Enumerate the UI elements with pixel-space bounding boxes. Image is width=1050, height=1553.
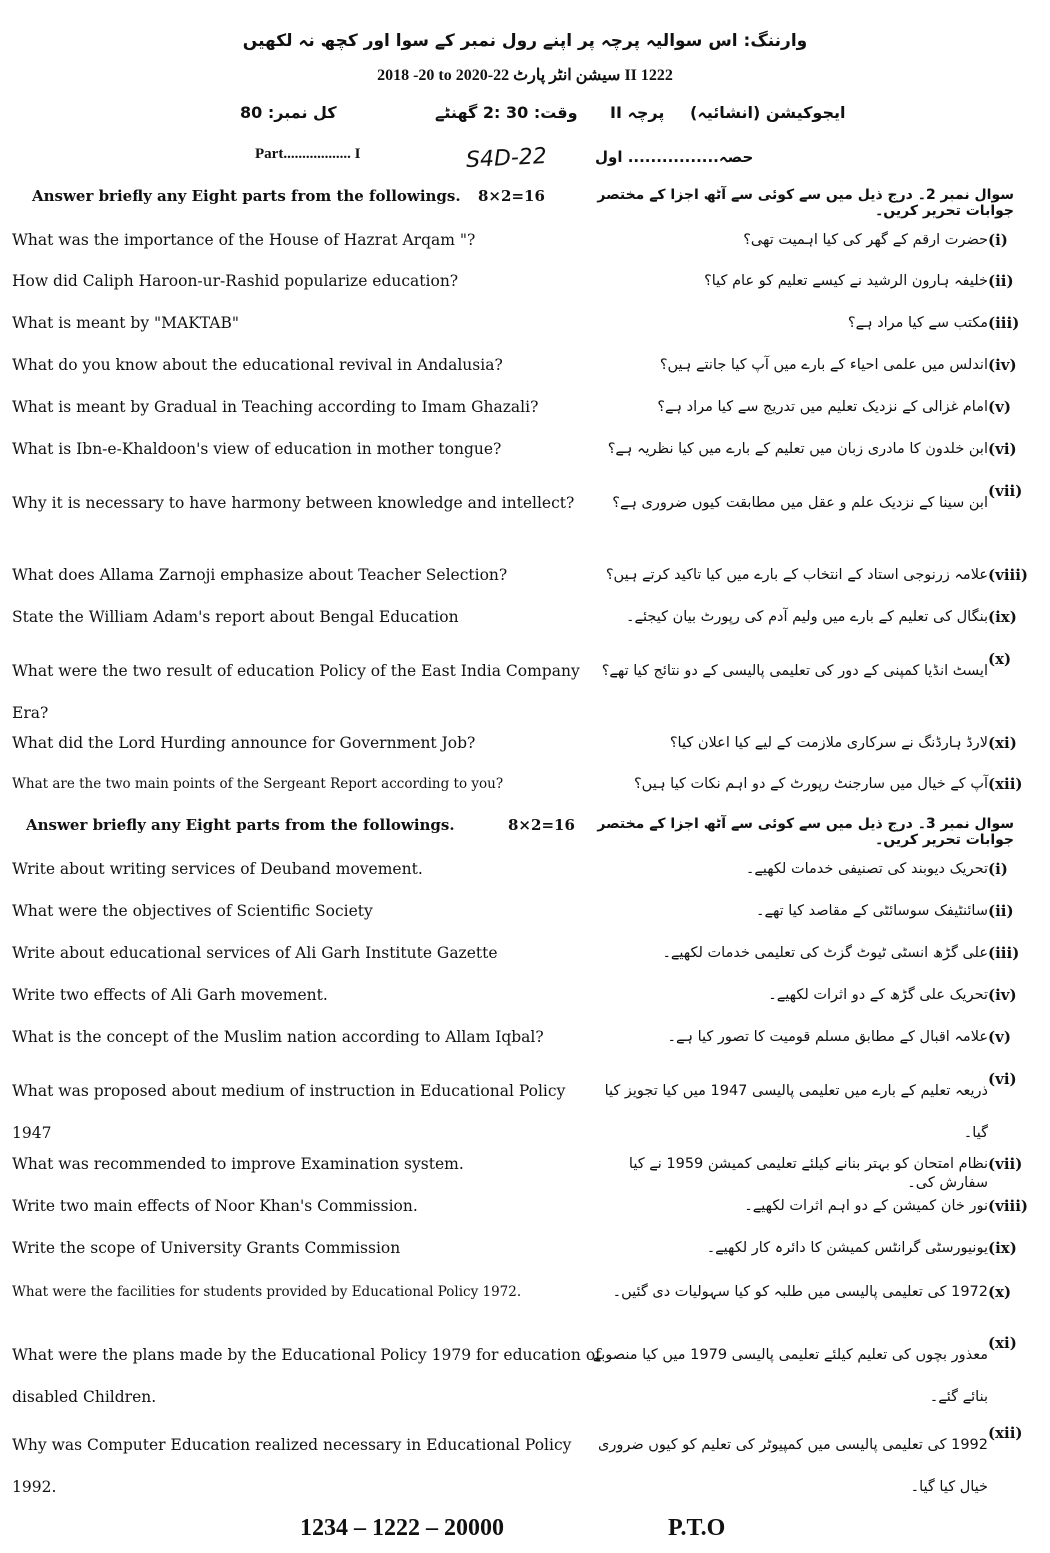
- question-text-urdu: خلیفہ ہارون الرشید نے کیسے تعلیم کو عام کیا؟: [704, 273, 988, 289]
- question-number: (x): [988, 650, 1012, 668]
- question-text-english: What were the objectives of Scientific Society: [12, 902, 373, 920]
- paper-number: پرچہ II: [610, 103, 665, 122]
- question-text-urdu: بنگال کی تعلیم کے بارے میں ولیم آدم کی رپورٹ بیان کیجئے۔: [625, 609, 988, 625]
- question-number: (xii): [988, 775, 1023, 793]
- question-text-english: What were the plans made by the Educational Policy 1979 for education of disabled Children.: [12, 1346, 601, 1406]
- question-text-english: Write about educational services of Ali Garh Institute Gazette: [12, 944, 498, 962]
- question-text-urdu: یونیورسٹی گرانٹس کمیشن کا دائرہ کار لکھیے۔: [706, 1240, 988, 1256]
- section-1-instruction: Answer briefly any Eight parts from the followings.: [32, 187, 461, 205]
- section-label: حصہ................ اول: [595, 148, 754, 166]
- question-number: (x): [988, 1283, 1012, 1301]
- question-text-english: What did the Lord Hurding announce for Government Job?: [12, 734, 476, 752]
- question-text-english: Why it is necessary to have harmony between knowledge and intellect?: [12, 494, 575, 512]
- question-text-urdu: امام غزالی کے نزدیک تعلیم میں تدریج سے کیا مراد ہے؟: [657, 399, 988, 415]
- question-text-english: Write the scope of University Grants Commission: [12, 1239, 401, 1257]
- total-marks: کل نمبر: 80: [240, 103, 337, 122]
- question-text-english: Write two main effects of Noor Khan's Commission.: [12, 1197, 418, 1215]
- question-text-urdu: آپ کے خیال میں سارجنٹ رپورٹ کے دو اہم نکات کیا ہیں؟: [633, 776, 988, 792]
- question-number: (vi): [988, 1070, 1017, 1088]
- question-text-urdu: نظام امتحان کو بہتر بنانے کیلئے تعلیمی کمیشن 1959 نے کیا سفارش کی۔: [628, 1156, 988, 1191]
- question-text-english: Why was Computer Education realized necessary in Educational Policy 1992.: [12, 1436, 572, 1496]
- question-text-english: What is the concept of the Muslim nation according to Allam Iqbal?: [12, 1028, 544, 1046]
- question-number: (xi): [988, 734, 1017, 752]
- handwritten-note: S4D-22: [465, 143, 548, 174]
- code-line: 2018 -20 to 2020-22 سیشن انٹر پارٹ II 1222: [377, 67, 673, 84]
- part-label: Part.................. I: [255, 146, 361, 162]
- question-number: (i): [988, 231, 1008, 249]
- question-text-urdu: ابن سینا کے نزدیک علم و عقل میں مطابقت کیوں ضروری ہے؟: [612, 495, 988, 511]
- section-2-marks: 8×2=16: [508, 816, 575, 834]
- page-turn-over: P.T.O: [668, 1515, 726, 1541]
- question-text-english: What were the two result of education Policy of the East India Company Era?: [12, 662, 580, 722]
- question-number: (vii): [988, 1155, 1023, 1173]
- question-text-english: What was the importance of the House of Hazrat Arqam "?: [12, 231, 476, 249]
- question-number: (vi): [988, 440, 1017, 458]
- question-number: (i): [988, 860, 1008, 878]
- question-text-urdu: معذور بچوں کی تعلیم کیلئے تعلیمی پالیسی 1979 میں کیا منصوبے بنائے گئے۔: [592, 1347, 988, 1405]
- question-number: (v): [988, 398, 1011, 416]
- question-number: (vii): [988, 482, 1023, 500]
- subject-title: ایجوکیشن (انشائیہ): [690, 103, 846, 122]
- question-text-english: Write about writing services of Deuband movement.: [12, 860, 423, 878]
- question-text-urdu: مکتب سے کیا مراد ہے؟: [847, 315, 988, 331]
- question-text-english: What are the two main points of the Sergeant Report according to you?: [12, 776, 504, 792]
- question-text-urdu: تحریک علی گڑھ کے دو اثرات لکھیے۔: [768, 987, 988, 1003]
- question-text-urdu: علی گڑھ انسٹی ٹیوٹ گزٹ کی تعلیمی خدمات لکھیے۔: [662, 945, 988, 961]
- question-text-urdu: 1972 کی تعلیمی پالیسی میں طلبہ کو کیا سہولیات دی گئیں۔: [612, 1284, 988, 1300]
- question-text-urdu: سائنٹیفک سوسائٹی کے مقاصد کیا تھے۔: [755, 903, 988, 919]
- question-text-urdu: ذریعہ تعلیم کے بارے میں تعلیمی پالیسی 1947 میں کیا تجویز کیا گیا۔: [604, 1083, 988, 1141]
- section-1-marks: 8×2=16: [478, 187, 545, 205]
- question-text-english: What is meant by Gradual in Teaching according to Imam Ghazali?: [12, 398, 539, 416]
- question-number: (xi): [988, 1334, 1017, 1352]
- question-text-urdu: علامہ زرنوجی استاد کے انتخاب کے بارے میں کیا تاکید کرتے ہیں؟: [605, 567, 988, 583]
- question-number: (ix): [988, 608, 1017, 626]
- question-number: (ii): [988, 272, 1014, 290]
- question-text-urdu: لارڈ ہارڈنگ نے سرکاری ملازمت کے لیے کیا اعلان کیا؟: [669, 735, 988, 751]
- question-text-english: What were the facilities for students provided by Educational Policy 1972.: [12, 1284, 522, 1300]
- question-number: (v): [988, 1028, 1011, 1046]
- question-number: (xii): [988, 1424, 1023, 1442]
- question-text-urdu: علامہ اقبال کے مطابق مسلم قومیت کا تصور کیا ہے۔: [667, 1029, 988, 1045]
- section-1-instruction-urdu: سوال نمبر 2۔ درج ذیل میں سے کوئی سے آٹھ اجزا کے مختصر جوابات تحریر کریں۔: [597, 187, 1014, 219]
- question-text-english: State the William Adam's report about Bengal Education: [12, 608, 459, 626]
- section-2-instruction: Answer briefly any Eight parts from the followings.: [26, 816, 455, 834]
- question-text-urdu: حضرت ارقم کے گھر کی کیا اہمیت تھی؟: [743, 232, 988, 248]
- question-number: (ii): [988, 902, 1014, 920]
- question-number: (iii): [988, 944, 1020, 962]
- question-number: (viii): [988, 566, 1029, 584]
- question-text-english: What was recommended to improve Examination system.: [12, 1155, 464, 1173]
- question-text-english: What is meant by "MAKTAB": [12, 314, 239, 332]
- question-number: (iii): [988, 314, 1020, 332]
- question-text-english: What does Allama Zarnoji emphasize about Teacher Selection?: [12, 566, 508, 584]
- paper-code-footer: 1234 – 1222 – 20000: [300, 1515, 504, 1541]
- question-number: (iv): [988, 986, 1017, 1004]
- question-text-english: What is Ibn-e-Khaldoon's view of education in mother tongue?: [12, 440, 502, 458]
- section-2-instruction-urdu: سوال نمبر 3۔ درج ذیل میں سے کوئی سے آٹھ اجزا کے مختصر جوابات تحریر کریں۔: [597, 816, 1014, 848]
- question-text-urdu: ایسٹ انڈیا کمپنی کے دور کی تعلیمی پالیسی کے دو نتائج کیا تھے؟: [601, 663, 988, 679]
- question-number: (ix): [988, 1239, 1017, 1257]
- question-number: (viii): [988, 1197, 1029, 1215]
- question-text-urdu: نور خان کمیشن کے دو اہم اثرات لکھیے۔: [744, 1198, 988, 1214]
- question-text-english: What was proposed about medium of instruction in Educational Policy 1947: [12, 1082, 566, 1142]
- question-number: (iv): [988, 356, 1017, 374]
- time-allowed: وقت: 30 :2 گھنٹے: [435, 103, 578, 122]
- warning-line: وارننگ: اس سوالیہ پرچہ پر اپنے رول نمبر کے سوا اور کچھ نہ لکھیں: [242, 31, 808, 51]
- question-text-urdu: 1992 کی تعلیمی پالیسی میں کمپیوٹر کی تعلیم کو کیوں ضروری خیال کیا گیا۔: [598, 1437, 988, 1495]
- question-text-urdu: تحریک دیوبند کی تصنیفی خدمات لکھیے۔: [745, 861, 988, 877]
- question-text-english: What do you know about the educational revival in Andalusia?: [12, 356, 503, 374]
- question-text-urdu: ابن خلدون کا مادری زبان میں تعلیم کے بارے میں کیا نظریہ ہے؟: [607, 441, 988, 457]
- question-text-english: How did Caliph Haroon-ur-Rashid popularize education?: [12, 272, 459, 290]
- question-text-urdu: اندلس میں علمی احیاء کے بارے میں آپ کیا جانتے ہیں؟: [659, 357, 988, 373]
- question-text-english: Write two effects of Ali Garh movement.: [12, 986, 328, 1004]
